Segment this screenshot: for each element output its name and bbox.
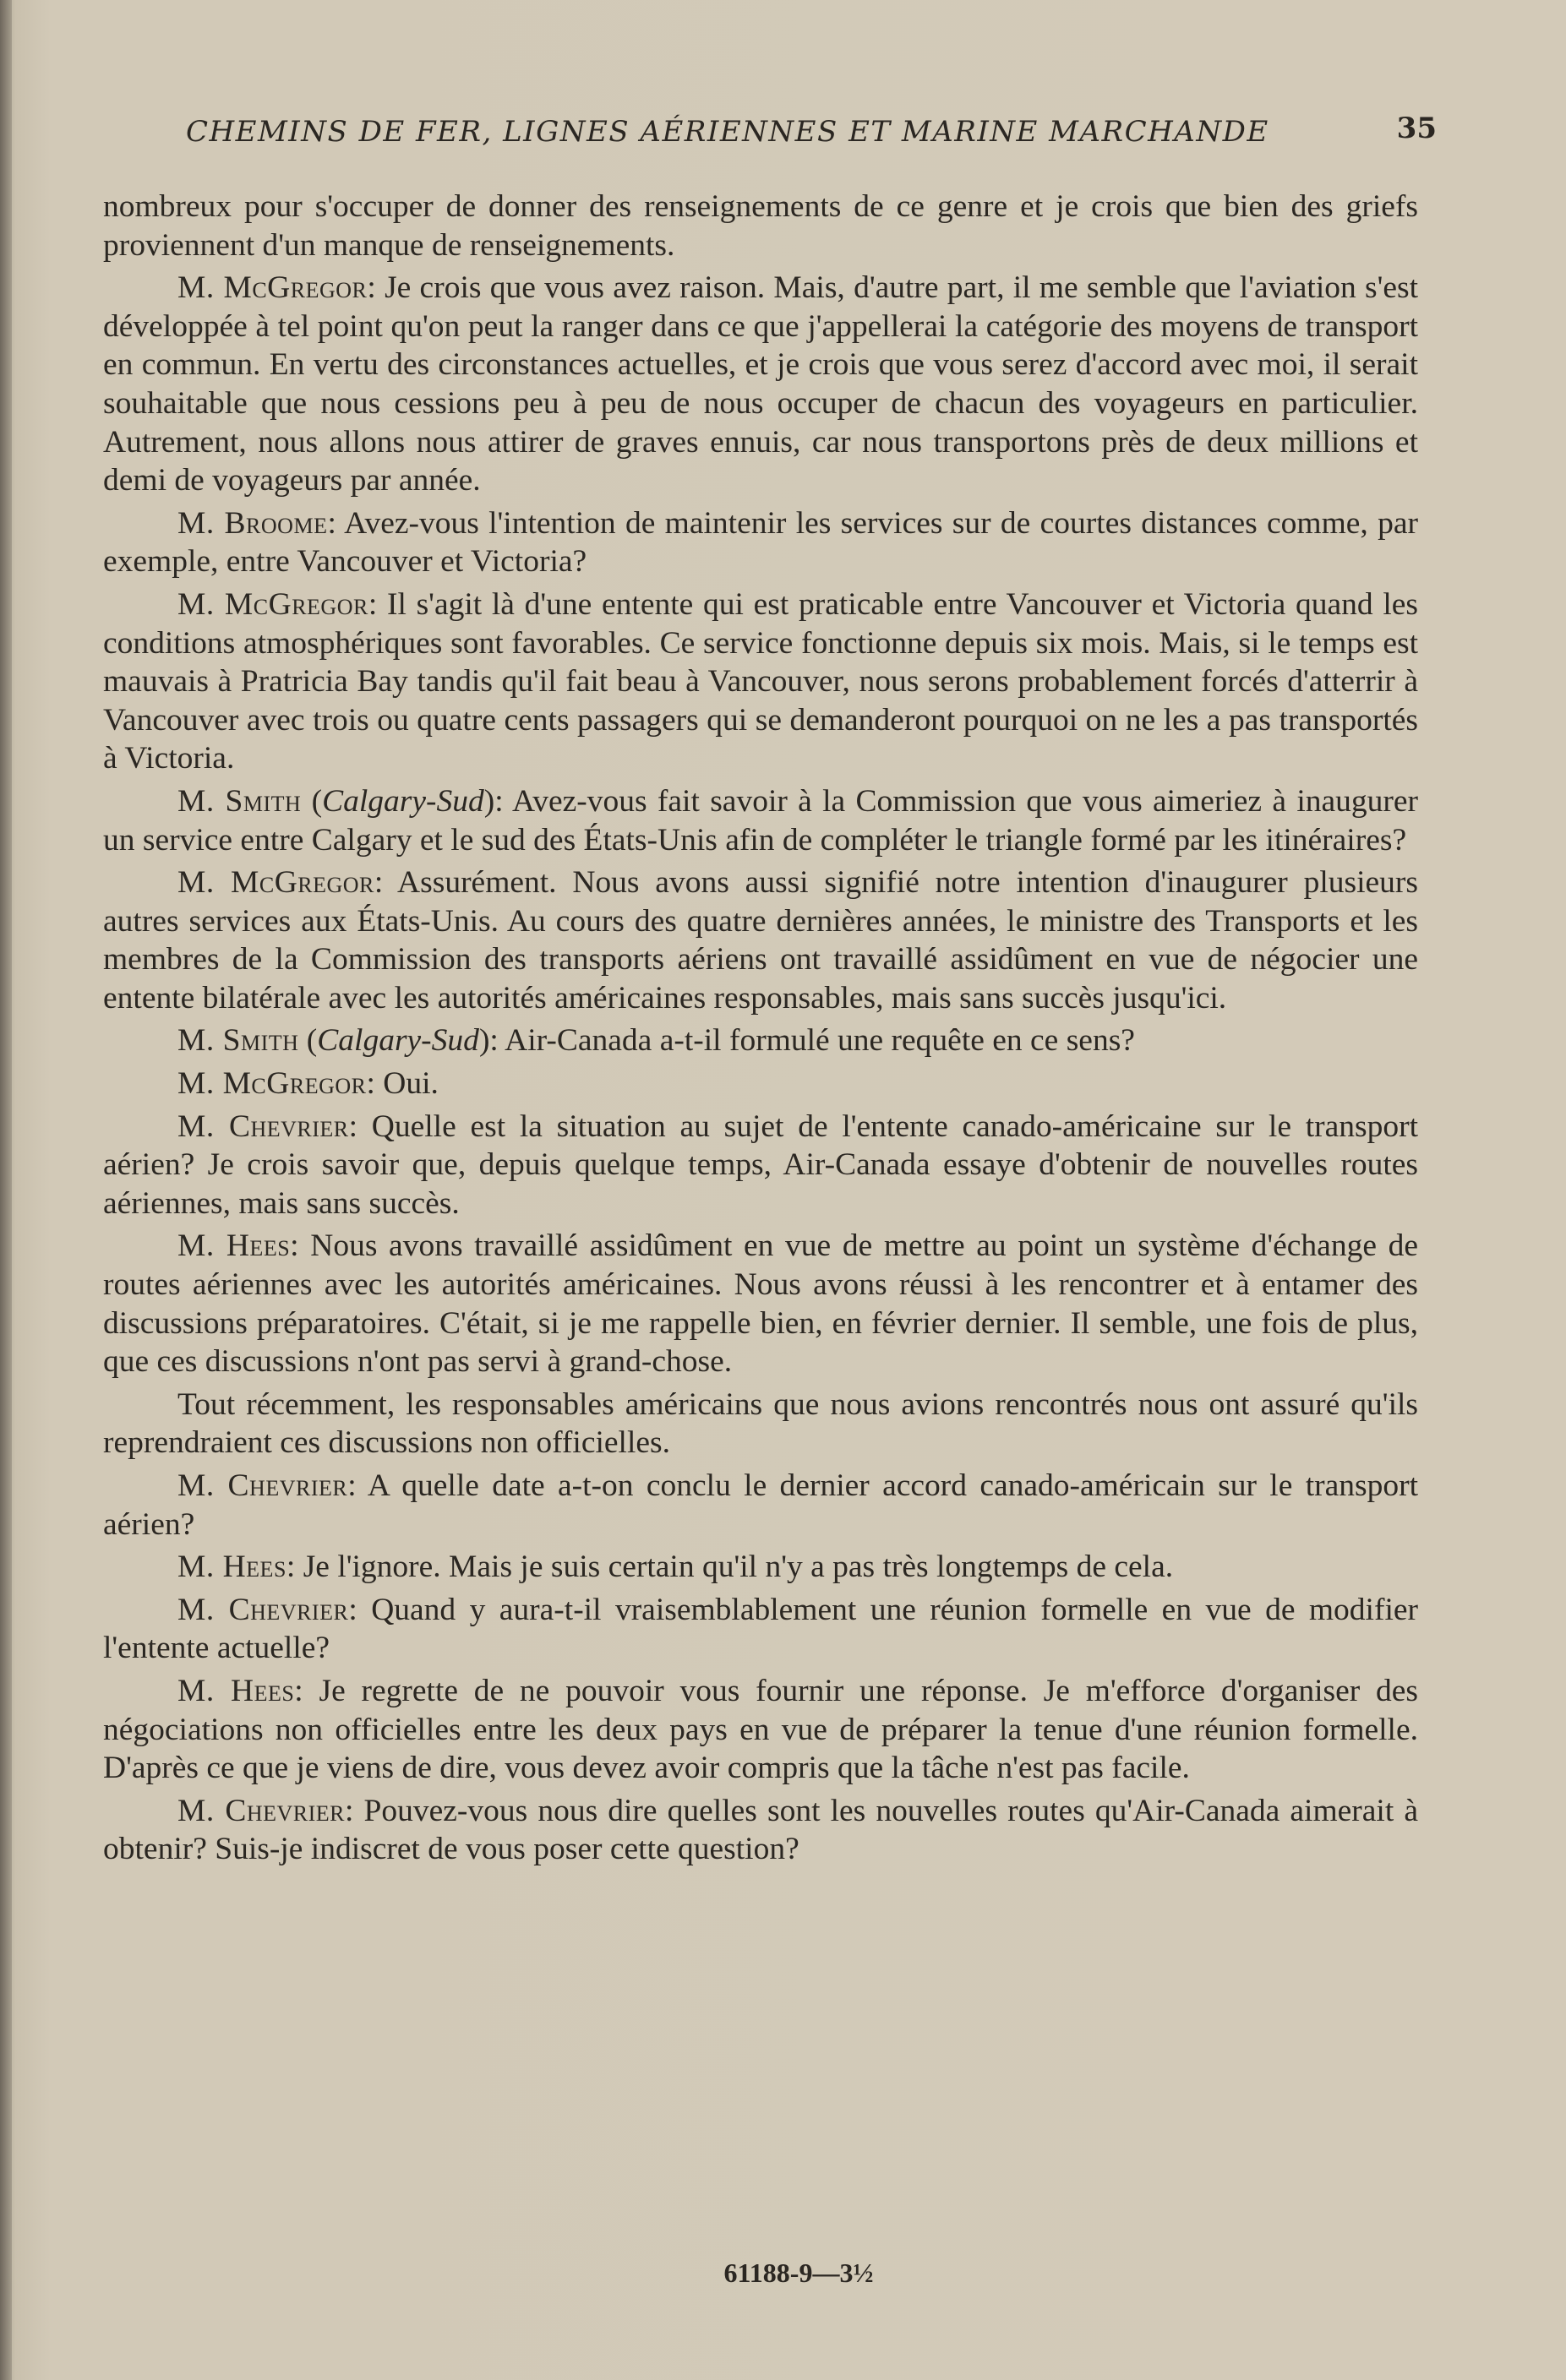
paragraph: M. Smith (Calgary-Sud): Air-Canada a-t-il formulé une requête en ce sens? xyxy=(177,1023,1135,1059)
speaker-name: M. Chevrier xyxy=(177,1592,349,1627)
speaker-riding: Calgary-Sud xyxy=(317,1023,479,1059)
paragraph: M. Chevrier: Quand y aura-t-il vraisemblablement une réunion formelle en vue de modifier l'entente actuelle? xyxy=(103,1592,1419,1666)
speaker-name: M. Chevrier xyxy=(177,1793,345,1828)
paragraph: M. Hees: Je regrette de ne pouvoir vous fournir une réponse. Je m'efforce d'organiser des négociations non officielles entre les deux pays en vue de préparer la tenue d'une réunion formelle. D'après ce que je viens de dire, vous devez avoir compris que la tâche n'est pas facile. xyxy=(103,1673,1418,1786)
speaker-riding: Calgary-Sud xyxy=(322,783,484,819)
speaker-name: M. Broome xyxy=(177,505,328,541)
paragraph: M. Chevrier: Quelle est la situation au sujet de l'entente canado-américaine sur le transport aérien? Je crois savoir que, depuis quelque temps, Air-Canada essaye d'obtenir de nouvelles routes aériennes, mais sans succès. xyxy=(103,1108,1419,1221)
page-binding-edge xyxy=(0,0,12,2380)
page-header xyxy=(186,108,1437,159)
printer-signature-code: 61188-9—3½ xyxy=(723,2257,874,2288)
paragraph: M. Chevrier: Pouvez-vous nous dire quelles sont les nouvelles routes qu'Air-Canada aimerait à obtenir? Suis-je indiscret de vous poser cette question? xyxy=(103,1793,1418,1867)
document-body xyxy=(103,188,1418,1873)
paragraph: M. Smith (Calgary-Sud): Avez-vous fait savoir à la Commission que vous aimeriez à inaugurer un service entre Calgary et le sud des États-Unis afin de compléter le triangle formé par les itinéraires? xyxy=(103,783,1419,858)
paragraph: M. Hees: Nous avons travaillé assidûment en vue de mettre au point un système d'échange de routes aériennes avec les autorités américaines. Nous avons réussi à les rencontrer et à entamer des discussions préparatoires. C'était, si je me rappelle bien, en février dernier. Il semble, une fois de plus, que ces discussions n'ont pas servi à grand-chose. xyxy=(103,1228,1418,1380)
speaker-name: M. Hees xyxy=(177,1549,286,1585)
paragraph-text: Oui. xyxy=(383,1066,439,1102)
speaker-name: M. Hees xyxy=(177,1673,295,1708)
paragraph-text: Avez-vous l'intention de maintenir les services sur de courtes distances comme, par exemple, entre Vancouver et Victoria? xyxy=(103,505,1418,580)
speaker-name: M. Hees xyxy=(177,1228,291,1264)
paragraph: M. McGregor: Il s'agit là d'une entente qui est praticable entre Vancouver et Victoria quand les conditions atmosphériques sont favorables. Ce service fonctionne depuis six mois. Mais, si le temps est mauvais à Pratricia Bay tandis qu'il fait beau à Vancouver, nous serons probablement forcés d'atterrir à Vancouver avec trois ou quatre cents passagers qui se demanderont pourquoi on ne les a pas transportés à Victoria. xyxy=(103,586,1419,776)
paragraph-text: Il s'agit là d'une entente qui est praticable entre Vancouver et Victoria quand les conditions atmosphériques sont favorables. Ce service fonctionne depuis six mois. Mais, si le temps est mauvais à Pratricia Bay tandis qu'il fait beau à Vancouver, nous serons probablement forcés d'atterrir à Vancouver avec trois ou quatre cents passagers qui se demanderont pourquoi on ne les a pas transportés à Victoria. xyxy=(103,586,1419,776)
paragraph-text: Je crois que vous avez raison. Mais, d'autre part, il me semble que l'aviation s'est développée à tel point qu'on peut la ranger dans ce que j'appellerai la catégorie des moyens de transport en commun. En vertu des circonstances actuelles, et je crois que vous serez d'accord avec moi, il serait souhaitable que nous cessions peu à peu de nous occuper de chacun des voyageurs en particulier. Autrement, nous allons nous attirer de graves ennuis, car nous transportons près de deux millions et demi de voyageurs par année. xyxy=(103,270,1419,498)
running-title: CHEMINS DE FER, LIGNES AÉRIENNES ET MARINE MARCHANDE xyxy=(186,115,1269,149)
speaker-name: M. Chevrier xyxy=(177,1468,348,1503)
speaker-name: M. McGregor xyxy=(177,586,368,622)
paragraph: M. Broome: Avez-vous l'intention de maintenir les services sur de courtes distances comme, par exemple, entre Vancouver et Victoria? xyxy=(103,505,1418,580)
paragraph-text: Je regrette de ne pouvoir vous fournir une réponse. Je m'efforce d'organiser des négociations non officielles entre les deux pays en vue de préparer la tenue d'une réunion formelle. D'après ce que je viens de dire, vous devez avoir compris que la tâche n'est pas facile. xyxy=(103,1673,1418,1786)
paragraph-text: Quand y aura-t-il vraisemblablement une réunion formelle en vue de modifier l'entente actuelle? xyxy=(103,1592,1419,1666)
speaker-name: M. McGregor xyxy=(177,1066,367,1102)
speaker-name: M. Chevrier xyxy=(177,1108,349,1144)
paragraph: M. Chevrier: A quelle date a-t-on conclu le dernier accord canado-américain sur le transport aérien? xyxy=(103,1468,1419,1542)
paragraph xyxy=(103,1386,1418,1462)
paragraph-text: Je l'ignore. Mais je suis certain qu'il n'y a pas très longtemps de cela. xyxy=(303,1549,1174,1585)
paragraph-text: Assurément. Nous avons aussi signifié notre intention d'inaugurer plusieurs autres services aux États-Unis. Au cours des quatre dernières années, le ministre des Transports et les membres de la Commission des transports aériens ont travaillé assidûment en vue de négocier une entente bilatérale avec les autorités américaines responsables, mais sans succès jusqu'ici. xyxy=(103,865,1418,1016)
paragraph: M. McGregor: Oui. xyxy=(177,1066,439,1102)
paragraph-text: Air-Canada a-t-il formulé une requête en ce sens? xyxy=(505,1023,1135,1059)
paragraph-text: Tout récemment, les responsables américains que nous avions rencontrés nous ont assuré qu'ils reprendraient ces discussions non officielles. xyxy=(103,1386,1418,1461)
speaker-name: M. Smith xyxy=(177,1023,299,1059)
paragraph-text: Quelle est la situation au sujet de l'entente canado-américaine sur le transport aérien? Je crois savoir que, depuis quelque temps, Air-Canada essaye d'obtenir de nouvelles routes aériennes, mais sans succès. xyxy=(103,1108,1419,1221)
paragraph-text: Pouvez-vous nous dire quelles sont les nouvelles routes qu'Air-Canada aimerait à obtenir? Suis-je indiscret de vous poser cette question? xyxy=(103,1793,1418,1867)
page-number: 35 xyxy=(1396,112,1437,145)
paragraph-text: Nous avons travaillé assidûment en vue de mettre au point un système d'échange de routes aériennes avec les autorités américaines. Nous avons réussi à les rencontrer et à entamer des discussions préparatoires. C'était, si je me rappelle bien, en février dernier. Il semble, une fois de plus, que ces discussions n'ont pas servi à grand-chose. xyxy=(103,1228,1418,1380)
paragraph: M. McGregor: Je crois que vous avez raison. Mais, d'autre part, il me semble que l'aviation s'est développée à tel point qu'on peut la ranger dans ce que j'appellerai la catégorie des moyens de transport en commun. En vertu des circonstances actuelles, et je crois que vous serez d'accord avec moi, il serait souhaitable que nous cessions peu à peu de nous occuper de chacun des voyageurs en particulier. Autrement, nous allons nous attirer de graves ennuis, car nous transportons près de deux millions et demi de voyageurs par année. xyxy=(103,270,1419,498)
speaker-name: M. McGregor xyxy=(177,865,374,901)
speaker-name: M. Smith xyxy=(177,783,302,819)
paragraph-text: nombreux pour s'occuper de donner des renseignements de ce genre et je crois que bien des griefs proviennent d'un manque de renseignements. xyxy=(103,189,1418,263)
speaker-name: M. McGregor xyxy=(177,270,368,306)
paragraph-text: A quelle date a-t-on conclu le dernier accord canado-américain sur le transport aérien? xyxy=(103,1468,1419,1542)
paragraph: M. Hees: Je l'ignore. Mais je suis certain qu'il n'y a pas très longtemps de cela. xyxy=(177,1549,1174,1585)
paragraph xyxy=(103,188,1418,264)
paragraph-text: Avez-vous fait savoir à la Commission que vous aimeriez à inaugurer un service entre Calgary et le sud des États-Unis afin de compléter le triangle formé par les itinéraires? xyxy=(103,783,1419,858)
paragraph: M. McGregor: Assurément. Nous avons aussi signifié notre intention d'inaugurer plusieurs autres services aux États-Unis. Au cours des quatre dernières années, le ministre des Transports et les membres de la Commission des transports aériens ont travaillé assidûment en vue de négocier une entente bilatérale avec les autorités américaines responsables, mais sans succès jusqu'ici. xyxy=(103,865,1418,1016)
